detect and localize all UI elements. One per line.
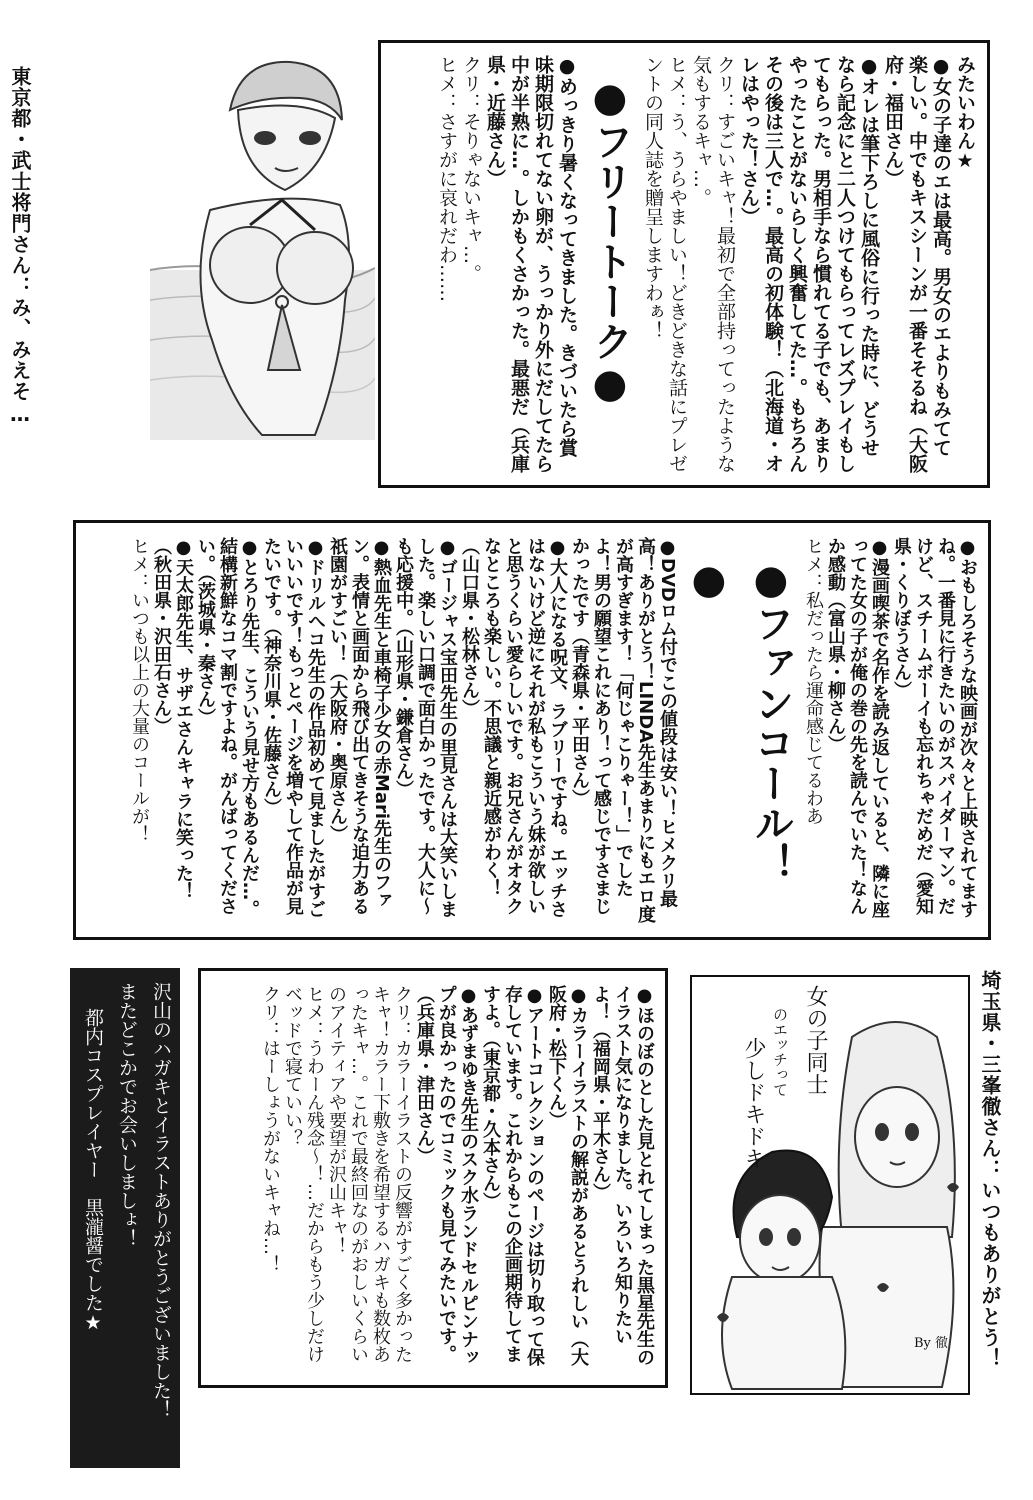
free-talk-heading: ●フリートーク● xyxy=(587,75,633,407)
top-line-0: みたいわん★ xyxy=(954,55,976,172)
bot-line-3: ●あずまゆき先生のスク水ランドセルピンナップが良かったのでコミックも見てみたいです。（兵庫県・津田さん） xyxy=(414,985,479,1366)
mid-line-2: ヒメ：私だったら運命感じてるわあ xyxy=(803,537,824,825)
drawing-text-1: 女の子同士 xyxy=(803,985,828,1095)
mid-line-6: ●ゴージャス宝田先生の里見さんは大笑いしました。楽しい口調で面白かったです。大人に～も応援中。（山形県・鎌倉さん） xyxy=(393,537,458,918)
fan-call-heading: ●ファンコール！● xyxy=(686,557,794,883)
drawing-text-2: のエッチって xyxy=(771,1007,789,1097)
mid-line-9: ●とろり先生、こういう見せ方もあるんだ…。結構新鮮なコマ割ですよね。がんばってください。（茨城県・秦さん） xyxy=(195,537,260,918)
drawing-text-3: 少しドキドキ xyxy=(741,1037,766,1169)
top-illustration xyxy=(150,40,375,440)
bot-line-4: クリ：カラーイラストの反響がすごく多かったキャ！カラー下敷きを希望するハガキも数枚あったキャ…。これで最終回なのがおしいくらいのアイティアや要望が沢山キャ！ xyxy=(326,985,413,1363)
bot-line-5: ヒメ：うわーん残念～！…だからもう少しだけベッドで寝ていい？ xyxy=(282,985,325,1363)
bot-line-1: ●カラーイラストの解説があるとうれしい（大阪府・松下くん） xyxy=(546,985,589,1366)
closing-line-3: 都内コスプレイヤー 黒瀧醤でした★ xyxy=(82,1008,104,1334)
bot-line-2: ●アートコレクションのページは切り取って保存しています。これからもこの企画期待してますよ。（東京都・久本さん） xyxy=(480,985,545,1366)
top-line-2: ●オレは筆下ろしに風俗に行った時に、どうせなら記念にと二人つけてもらってレズプレイもしてもらった。男相手なら慣れてる子でも、あまりやったことがないらしく興奮してた…。もちろんその後は三人で…。最高の初体験！（北海道・オレはやった！さん） xyxy=(738,55,880,473)
bottom-caption: 埼玉県・三峯徹さん：いつもありがとう！ xyxy=(978,970,1002,1369)
top-line-3: クリ：すごいキャ！最初で全部持ってったような気もするキャ…。 xyxy=(690,55,736,473)
signature: By 徹 xyxy=(914,1336,949,1351)
bottom-text-box xyxy=(198,968,668,1388)
middle-text-box xyxy=(73,520,991,940)
bot-line-0: ●ほのぼのとした見とれてしまった黒星先生のイラスト気になりました。いろいろ知りたいよ！（福岡県・平木さん） xyxy=(590,985,655,1366)
mid-line-8: ●ドリルへコ先生の作品初めて見ましたがすごいいいです！もっとページを増やして作品が見たいです。（神奈川県・佐藤さん） xyxy=(261,537,326,918)
mid-line-11: ヒメ：いつも以上の大量のコールが！ xyxy=(129,537,150,843)
mid-line-7: ●熱血先生と車椅子少女の赤Mari先生のファン。表情と画面から飛び出てきそうな迫力ある祇園がすごい！（大阪府・奥原さん） xyxy=(327,537,392,915)
top-line-6: ●めっきり暑くなってきました。きづいたら賞味期限切れてない卵が、うっかり外にだしてたら中が半熟に…。しかもくさかった。最悪だ（兵庫県・近藤さん） xyxy=(484,55,578,473)
bottom-illustration xyxy=(690,975,970,1395)
top-line-8: ヒメ：さすがに哀れだわ…… xyxy=(436,55,458,302)
top-line-1: ●女の子達のエは最高。男女のエよりもみてて楽しい。中でもキスシーンが一番そそるね（大阪府・福田さん） xyxy=(882,55,952,473)
mid-line-0: ●おもしろそうな映画が次々と上映されてますね。一番見に行きたいのがスパイダーマン。だけど、スチームボーイも忘れちゃだめだ（愛知県・くりぼうさん） xyxy=(891,537,978,918)
closing-line-2: またどこかでお会いしましょ！ xyxy=(116,982,138,1248)
mid-line-5: ●大人になる呪文、ラブリーですね。エッチさはないけど逆にそれが私もこういう妹が欲しいと思うくらい愛らしいです。お兄さんがオタクなところも楽しい。不思議と親近感がわく！（山口県・松林さん） xyxy=(459,537,568,918)
top-line-4: ヒメ：う、うらやましい！どきどきな話にプレゼントの同人誌を贈呈しますわぁ！ xyxy=(642,55,688,473)
closing-line-1: 沢山のハガキとイラストありがとうございました！ xyxy=(150,982,172,1419)
top-caption: 東京都・武士将門さん：み、みえそ… xyxy=(8,66,32,427)
middle-text-columns xyxy=(83,537,978,927)
mid-line-1: ●漫画喫茶で名作を読み返していると、隣に座ってた女の子が俺の巻の先を読んでいた！なんか感動（富山県・柳さん） xyxy=(825,537,890,918)
bot-line-6: クリ：はーしょうがないキャね…！ xyxy=(260,985,281,1273)
top-text-box xyxy=(378,40,990,488)
bottom-text-columns xyxy=(207,985,655,1375)
mid-line-10: ●天太郎先生、サザエさんキャラに笑った！（秋田県・沢田石さん） xyxy=(151,537,194,900)
top-text-columns xyxy=(387,55,977,475)
closing-box xyxy=(70,968,180,1468)
mid-line-4: ●DVDロム付でこの値段は安い！ヒメクリ最高！ありがとう！LINDA先生あまりにもエロ度が高すぎます！「何じゃこりゃー！」でしたよ！男の願望これにあり！って感じですさまじかったです（青森県・平田さん） xyxy=(569,537,678,924)
top-line-7: クリ：そりゃないキャ…。 xyxy=(460,55,482,283)
